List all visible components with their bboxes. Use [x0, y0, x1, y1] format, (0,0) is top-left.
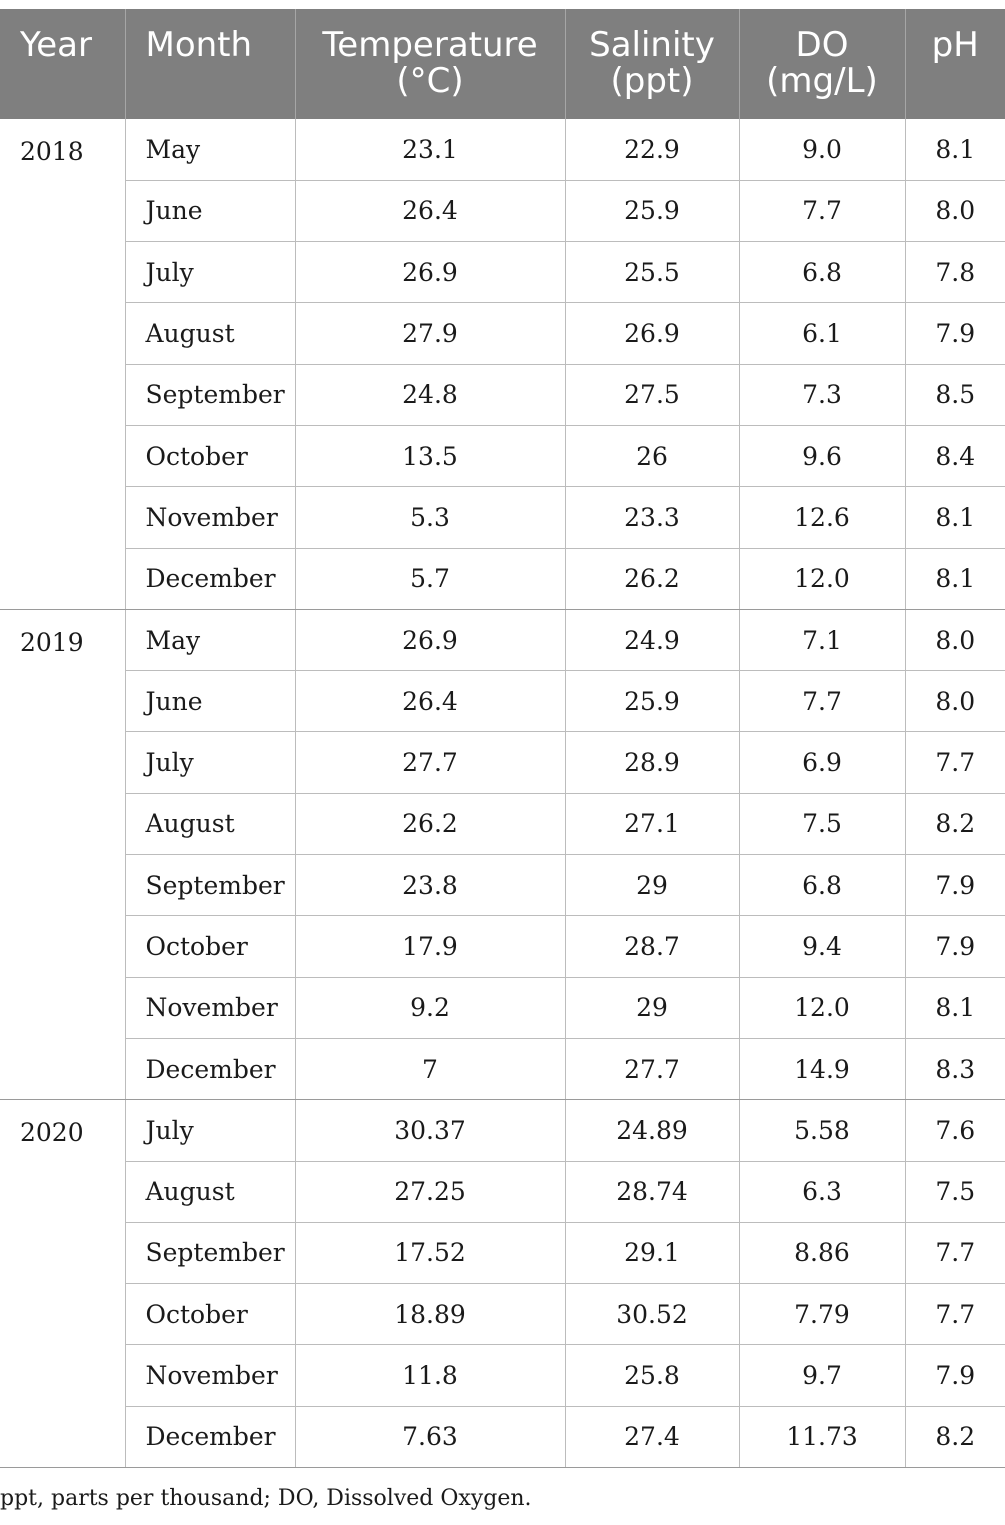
salinity-cell: 28.74	[565, 1161, 739, 1222]
temperature-cell: 17.9	[295, 916, 565, 977]
temperature-cell: 30.37	[295, 1100, 565, 1161]
table-row	[0, 793, 1005, 854]
salinity-cell: 27.5	[565, 364, 739, 425]
salinity-cell: 26	[565, 425, 739, 486]
temperature-cell: 17.52	[295, 1222, 565, 1283]
month-cell: July	[125, 732, 295, 793]
table-row	[0, 487, 1005, 548]
ph-cell: 7.7	[905, 1284, 1005, 1345]
ph-cell: 7.9	[905, 1345, 1005, 1406]
temperature-cell: 24.8	[295, 364, 565, 425]
table-row	[0, 916, 1005, 977]
month-cell: July	[125, 242, 295, 303]
table-row	[0, 1100, 1005, 1161]
do-cell: 7.5	[739, 793, 905, 854]
table-row	[0, 425, 1005, 486]
header-salinity-unit: (ppt)	[610, 61, 694, 101]
temperature-cell: 5.7	[295, 548, 565, 609]
do-cell: 14.9	[739, 1038, 905, 1099]
salinity-cell: 26.2	[565, 548, 739, 609]
do-cell: 11.73	[739, 1406, 905, 1467]
do-cell: 9.6	[739, 425, 905, 486]
ph-cell: 8.2	[905, 1406, 1005, 1467]
do-cell: 6.8	[739, 855, 905, 916]
table-row	[0, 1284, 1005, 1345]
do-cell: 6.8	[739, 242, 905, 303]
ph-cell: 8.1	[905, 487, 1005, 548]
temperature-cell: 23.8	[295, 855, 565, 916]
do-cell: 7.7	[739, 671, 905, 732]
ph-cell: 8.1	[905, 977, 1005, 1038]
header-year: Year	[0, 9, 125, 119]
temperature-cell: 27.7	[295, 732, 565, 793]
salinity-cell: 25.9	[565, 671, 739, 732]
do-cell: 7.3	[739, 364, 905, 425]
salinity-cell: 25.5	[565, 242, 739, 303]
table-row	[0, 303, 1005, 364]
month-cell: September	[125, 364, 295, 425]
header-temperature-label: Temperature	[322, 25, 538, 65]
table-row	[0, 242, 1005, 303]
ph-cell: 7.6	[905, 1100, 1005, 1161]
year-cell: 2018	[0, 119, 125, 609]
table-row	[0, 609, 1005, 670]
salinity-cell: 30.52	[565, 1284, 739, 1345]
do-cell: 7.79	[739, 1284, 905, 1345]
month-cell: November	[125, 977, 295, 1038]
year-cell: 2019	[0, 609, 125, 1099]
temperature-cell: 27.9	[295, 303, 565, 364]
temperature-cell: 23.1	[295, 119, 565, 180]
salinity-cell: 27.4	[565, 1406, 739, 1467]
header-temperature	[295, 9, 565, 119]
temperature-cell: 26.9	[295, 242, 565, 303]
salinity-cell: 28.7	[565, 916, 739, 977]
do-cell: 6.1	[739, 303, 905, 364]
salinity-cell: 26.9	[565, 303, 739, 364]
salinity-cell: 27.7	[565, 1038, 739, 1099]
temperature-cell: 27.25	[295, 1161, 565, 1222]
water-quality-table	[0, 9, 1005, 1468]
ph-cell: 8.3	[905, 1038, 1005, 1099]
month-cell: September	[125, 855, 295, 916]
month-cell: October	[125, 916, 295, 977]
temperature-cell: 26.4	[295, 671, 565, 732]
month-cell: September	[125, 1222, 295, 1283]
ph-cell: 8.2	[905, 793, 1005, 854]
year-cell: 2020	[0, 1100, 125, 1468]
ph-cell: 8.4	[905, 425, 1005, 486]
table-row	[0, 364, 1005, 425]
header-do	[739, 9, 905, 119]
header-row	[0, 9, 1005, 119]
do-cell: 6.9	[739, 732, 905, 793]
temperature-cell: 13.5	[295, 425, 565, 486]
temperature-cell: 26.4	[295, 180, 565, 241]
temperature-cell: 7	[295, 1038, 565, 1099]
ph-cell: 7.9	[905, 303, 1005, 364]
header-do-unit: (mg/L)	[766, 61, 878, 101]
ph-cell: 8.0	[905, 609, 1005, 670]
ph-cell: 7.7	[905, 1222, 1005, 1283]
ph-cell: 8.0	[905, 671, 1005, 732]
table-row	[0, 855, 1005, 916]
do-cell: 12.0	[739, 977, 905, 1038]
table-header	[0, 9, 1005, 119]
month-cell: August	[125, 793, 295, 854]
salinity-cell: 25.8	[565, 1345, 739, 1406]
temperature-cell: 26.2	[295, 793, 565, 854]
header-salinity-label: Salinity	[589, 25, 715, 65]
temperature-cell: 11.8	[295, 1345, 565, 1406]
do-cell: 9.4	[739, 916, 905, 977]
salinity-cell: 24.89	[565, 1100, 739, 1161]
table-row	[0, 548, 1005, 609]
table-row	[0, 1161, 1005, 1222]
month-cell: July	[125, 1100, 295, 1161]
ph-cell: 8.1	[905, 548, 1005, 609]
table-row	[0, 732, 1005, 793]
do-cell: 6.3	[739, 1161, 905, 1222]
table-row	[0, 1038, 1005, 1099]
month-cell: October	[125, 425, 295, 486]
do-cell: 7.1	[739, 609, 905, 670]
header-month: Month	[125, 9, 295, 119]
month-cell: October	[125, 1284, 295, 1345]
header-salinity	[565, 9, 739, 119]
salinity-cell: 24.9	[565, 609, 739, 670]
ph-cell: 8.0	[905, 180, 1005, 241]
header-ph: pH	[905, 9, 1005, 119]
table-row	[0, 1406, 1005, 1467]
do-cell: 12.6	[739, 487, 905, 548]
salinity-cell: 23.3	[565, 487, 739, 548]
ph-cell: 8.1	[905, 119, 1005, 180]
salinity-cell: 27.1	[565, 793, 739, 854]
month-cell: June	[125, 671, 295, 732]
table-row	[0, 977, 1005, 1038]
ph-cell: 8.5	[905, 364, 1005, 425]
month-cell: December	[125, 1038, 295, 1099]
month-cell: August	[125, 303, 295, 364]
month-cell: November	[125, 1345, 295, 1406]
month-cell: August	[125, 1161, 295, 1222]
table-row	[0, 1222, 1005, 1283]
temperature-cell: 18.89	[295, 1284, 565, 1345]
salinity-cell: 25.9	[565, 180, 739, 241]
ph-cell: 7.9	[905, 916, 1005, 977]
salinity-cell: 29	[565, 855, 739, 916]
salinity-cell: 29.1	[565, 1222, 739, 1283]
table-row	[0, 119, 1005, 180]
month-cell: December	[125, 548, 295, 609]
do-cell: 5.58	[739, 1100, 905, 1161]
do-cell: 7.7	[739, 180, 905, 241]
do-cell: 9.0	[739, 119, 905, 180]
ph-cell: 7.7	[905, 732, 1005, 793]
salinity-cell: 29	[565, 977, 739, 1038]
salinity-cell: 22.9	[565, 119, 739, 180]
temperature-cell: 9.2	[295, 977, 565, 1038]
table-footnote: ppt, parts per thousand; DO, Dissolved Oxygen.	[0, 1486, 532, 1511]
header-do-label: DO	[795, 25, 849, 65]
table-row	[0, 180, 1005, 241]
temperature-cell: 26.9	[295, 609, 565, 670]
month-cell: December	[125, 1406, 295, 1467]
do-cell: 8.86	[739, 1222, 905, 1283]
header-temperature-unit: (°C)	[396, 61, 464, 101]
table-body	[0, 119, 1005, 1468]
ph-cell: 7.5	[905, 1161, 1005, 1222]
do-cell: 12.0	[739, 548, 905, 609]
ph-cell: 7.8	[905, 242, 1005, 303]
table-row	[0, 671, 1005, 732]
month-cell: November	[125, 487, 295, 548]
month-cell: June	[125, 180, 295, 241]
temperature-cell: 7.63	[295, 1406, 565, 1467]
month-cell: May	[125, 609, 295, 670]
ph-cell: 7.9	[905, 855, 1005, 916]
temperature-cell: 5.3	[295, 487, 565, 548]
salinity-cell: 28.9	[565, 732, 739, 793]
table-row	[0, 1345, 1005, 1406]
month-cell: May	[125, 119, 295, 180]
do-cell: 9.7	[739, 1345, 905, 1406]
